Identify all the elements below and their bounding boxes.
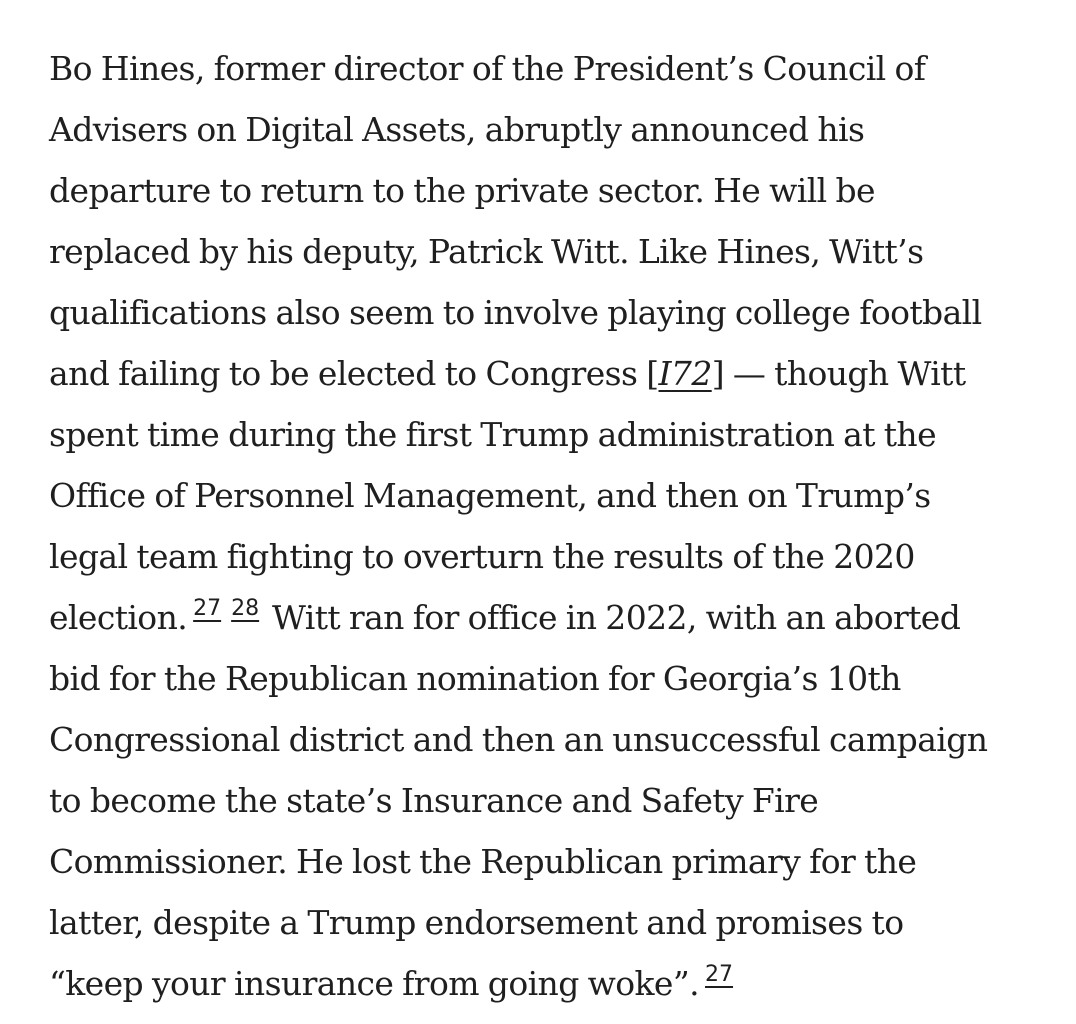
text-line: bid for the Republican nomination for Georgia’s 10th — [49, 659, 901, 698]
text-line: departure to return to the private sector. He will be — [49, 171, 875, 210]
text-line: spent time during the first Trump administration at the — [49, 415, 936, 454]
text-line: Bo Hines, former director of the President’s Council of — [49, 49, 926, 88]
article-body — [49, 38, 1069, 1014]
text-line: qualifications also seem to involve playing college football — [49, 293, 982, 332]
text-line: Office of Personnel Management, and then on Trump’s — [49, 476, 931, 515]
reference-link-i72[interactable]: I72 — [658, 354, 712, 393]
text-line: Commissioner. He lost the Republican primary for the — [49, 842, 917, 881]
article-paragraph — [49, 38, 1069, 1014]
text-segment: and failing to be elected to Congress [ — [49, 354, 659, 393]
text-line: legal team fighting to overturn the results of the 2020 — [49, 537, 915, 576]
footnote-link-27[interactable]: 27 — [193, 596, 222, 621]
footnote-link-27[interactable]: 27 — [705, 962, 734, 987]
text-segment: ] — though Witt — [711, 354, 966, 393]
text-line — [49, 587, 1069, 648]
text-segment: “keep your insurance from going woke”. — [49, 964, 700, 1003]
text-line — [49, 343, 1069, 404]
text-segment: Witt ran for office in 2022, with an aborted — [272, 598, 961, 637]
text-line: Advisers on Digital Assets, abruptly announced his — [49, 110, 865, 149]
text-line: replaced by his deputy, Patrick Witt. Like Hines, Witt’s — [49, 232, 924, 271]
text-line: to become the state’s Insurance and Safety Fire — [49, 781, 819, 820]
text-line: Congressional district and then an unsuccessful campaign — [49, 720, 988, 759]
footnote-link-28[interactable]: 28 — [231, 596, 260, 621]
text-segment: election. — [49, 598, 188, 637]
text-line: latter, despite a Trump endorsement and promises to — [49, 903, 904, 942]
text-line — [49, 953, 1069, 1014]
